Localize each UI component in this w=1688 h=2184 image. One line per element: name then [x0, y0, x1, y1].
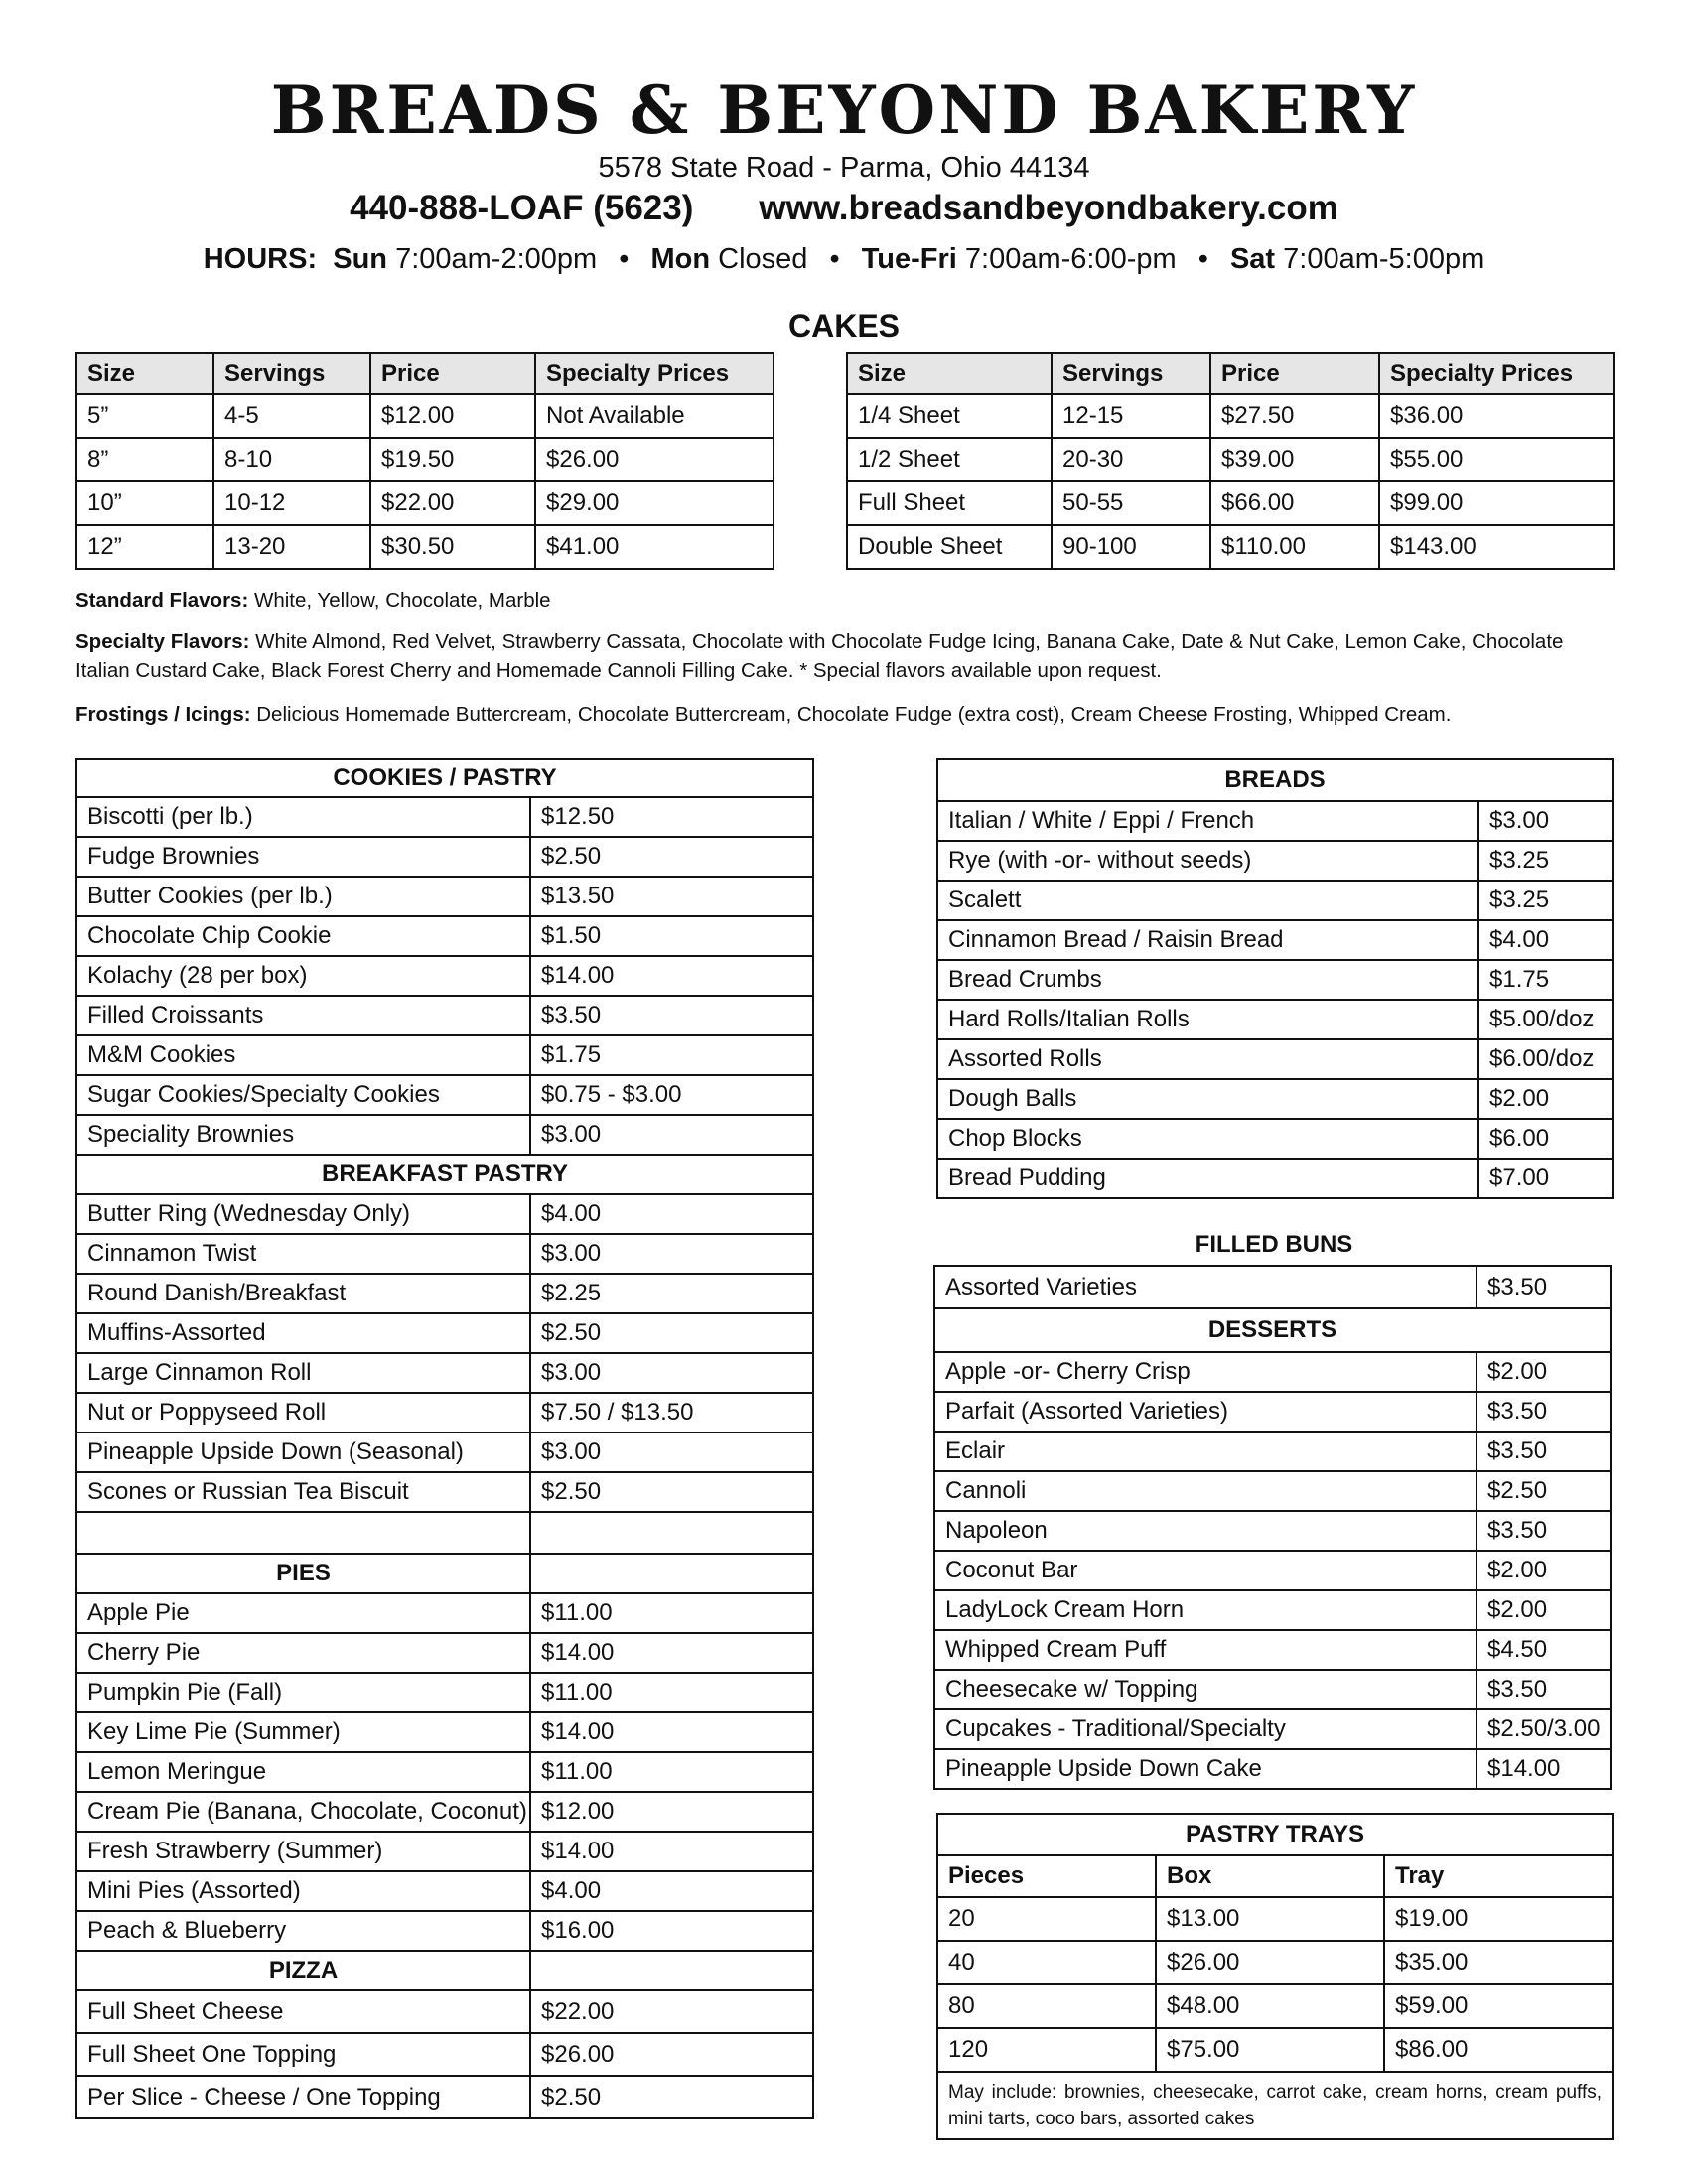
item-price: $6.00/doz — [1478, 1039, 1613, 1079]
section-heading-cookies: COOKIES / PASTRY — [76, 759, 813, 797]
table-row — [937, 1941, 1613, 1984]
table-cell: $27.50 — [1210, 394, 1379, 438]
item-name: Cheesecake w/ Topping — [934, 1670, 1477, 1709]
table-cell: 90-100 — [1052, 525, 1210, 569]
table-cell: $41.00 — [535, 525, 774, 569]
hours-tuefri-time: 7:00am-6:00-pm — [964, 243, 1177, 275]
table-row — [76, 2033, 813, 2076]
table-cell: 12-15 — [1052, 394, 1210, 438]
item-name: 40 — [937, 1941, 1156, 1984]
item-name: 120 — [937, 2028, 1156, 2072]
table-cell: $26.00 — [535, 438, 774, 481]
item-price: $4.00 — [530, 1871, 813, 1911]
table-cell: $55.00 — [1379, 438, 1614, 481]
item-name: Filled Croissants — [76, 996, 530, 1035]
col-header: Servings — [213, 353, 370, 394]
item-price: $2.00 — [1478, 1079, 1613, 1119]
hours-label: HOURS: — [203, 243, 318, 275]
item-name: Butter Cookies (per lb.) — [76, 877, 530, 916]
item-price: $2.00 — [1477, 1590, 1611, 1630]
left-menu-table — [75, 758, 814, 2119]
item-price: $12.00 — [530, 1792, 813, 1832]
table-cell: $59.00 — [1384, 1984, 1613, 2028]
item-price: $3.50 — [1477, 1432, 1611, 1471]
frostings-label: Frostings / Icings: — [75, 703, 251, 726]
table-row — [934, 1630, 1611, 1670]
item-name: Full Sheet One Topping — [76, 2033, 530, 2076]
table-row — [937, 2028, 1613, 2072]
section-heading-pies: PIES — [76, 1554, 530, 1593]
item-name: 1/2 Sheet — [847, 438, 1052, 481]
table-cell: $26.00 — [1156, 1941, 1384, 1984]
table-cell: $36.00 — [1379, 394, 1614, 438]
table-row — [76, 1353, 813, 1393]
pastry-trays-table — [936, 1813, 1614, 2140]
table-row — [937, 1984, 1613, 2028]
item-name: Pumpkin Pie (Fall) — [76, 1673, 530, 1712]
item-price: $12.50 — [530, 797, 813, 837]
item-name: Cupcakes - Traditional/Specialty — [934, 1709, 1477, 1749]
item-name: 1/4 Sheet — [847, 394, 1052, 438]
item-name: Chocolate Chip Cookie — [76, 916, 530, 956]
table-row — [76, 956, 813, 996]
frostings-text: Delicious Homemade Buttercream, Chocolate Buttercream, Chocolate Fudge (extra cost), Cream Cheese Frosting, Whipped Cream. — [256, 703, 1452, 726]
separator-dot: • — [1197, 243, 1208, 275]
item-name: Round Danish/Breakfast — [76, 1274, 530, 1313]
item-name: Bread Pudding — [937, 1159, 1478, 1198]
item-name: Pineapple Upside Down Cake — [934, 1749, 1477, 1789]
table-row — [76, 1990, 813, 2033]
item-price: $3.50 — [1477, 1670, 1611, 1709]
item-name: 10” — [76, 481, 213, 525]
table-row — [847, 481, 1614, 525]
buns-desserts-table — [933, 1265, 1612, 1790]
item-price: $2.50 — [1477, 1471, 1611, 1511]
item-price: $4.00 — [1478, 920, 1613, 960]
table-row — [934, 1511, 1611, 1551]
table-row — [934, 1432, 1611, 1471]
item-name: 8” — [76, 438, 213, 481]
table-row — [937, 841, 1613, 881]
item-name: Butter Ring (Wednesday Only) — [76, 1194, 530, 1234]
item-price: $1.75 — [1478, 960, 1613, 1000]
item-name: Key Lime Pie (Summer) — [76, 1712, 530, 1752]
address: 5578 State Road - Parma, Ohio 44134 — [598, 152, 1090, 184]
table-row — [847, 438, 1614, 481]
separator-dot: • — [619, 243, 630, 275]
specialty-flavors-text: White Almond, Red Velvet, Strawberry Cassata, Chocolate with Chocolate Fudge Icing, Banana Cake, Date & Nut Cake, Lemon Cake, Chocolate Italian Custard Cake, Black Forest Cherry and Homemade Cannoli Filling Cake. * Special flavors available upon request. — [75, 630, 1564, 682]
item-price: $14.00 — [530, 1633, 813, 1673]
item-price: $3.00 — [530, 1353, 813, 1393]
col-header: Specialty Prices — [1379, 353, 1614, 394]
table-row — [934, 1471, 1611, 1511]
section-heading-breads: BREADS — [937, 759, 1613, 801]
item-name: Scones or Russian Tea Biscuit — [76, 1472, 530, 1512]
table-cell: $30.50 — [370, 525, 535, 569]
table-cell: $48.00 — [1156, 1984, 1384, 2028]
table-cell: 50-55 — [1052, 481, 1210, 525]
table-row — [76, 1393, 813, 1433]
item-name: 20 — [937, 1897, 1156, 1941]
item-name: LadyLock Cream Horn — [934, 1590, 1477, 1630]
item-price: $11.00 — [530, 1673, 813, 1712]
hours-sat-day: Sat — [1229, 243, 1276, 275]
table-row — [76, 1313, 813, 1353]
table-row — [76, 1234, 813, 1274]
item-name: Cherry Pie — [76, 1633, 530, 1673]
item-name: Cream Pie (Banana, Chocolate, Coconut) — [76, 1792, 530, 1832]
table-cell: 13-20 — [213, 525, 370, 569]
hours-sun-time: 7:00am-2:00pm — [395, 243, 598, 275]
hours-sat-time: 7:00am-5:00pm — [1283, 243, 1485, 275]
table-cell: 4-5 — [213, 394, 370, 438]
item-name: Parfait (Assorted Varieties) — [934, 1392, 1477, 1432]
item-price: $13.50 — [530, 877, 813, 916]
item-price: $2.25 — [530, 1274, 813, 1313]
item-name: Whipped Cream Puff — [934, 1630, 1477, 1670]
table-row — [76, 1433, 813, 1472]
separator-dot: • — [829, 243, 840, 275]
table-row — [937, 1159, 1613, 1198]
item-price: $2.00 — [1477, 1352, 1611, 1392]
table-row — [934, 1749, 1611, 1789]
table-row — [937, 1039, 1613, 1079]
table-row — [76, 1194, 813, 1234]
table-cell: $13.00 — [1156, 1897, 1384, 1941]
item-price: $3.00 — [530, 1433, 813, 1472]
item-name: Pineapple Upside Down (Seasonal) — [76, 1433, 530, 1472]
frostings — [75, 700, 1585, 729]
item-price: $3.00 — [530, 1115, 813, 1155]
item-name: Speciality Brownies — [76, 1115, 530, 1155]
table-row — [937, 881, 1613, 920]
table-cell: Not Available — [535, 394, 774, 438]
item-price: $22.00 — [530, 1990, 813, 2033]
item-price: $16.00 — [530, 1911, 813, 1951]
table-row — [76, 1911, 813, 1951]
item-name: 5” — [76, 394, 213, 438]
item-price: $4.50 — [1477, 1630, 1611, 1670]
empty-cell — [530, 1554, 813, 1593]
item-price: $3.50 — [1477, 1266, 1611, 1308]
item-name: Italian / White / Eppi / French — [937, 801, 1478, 841]
table-cell: 8-10 — [213, 438, 370, 481]
item-name: Assorted Rolls — [937, 1039, 1478, 1079]
item-price: $2.50 — [530, 2076, 813, 2118]
item-name: Mini Pies (Assorted) — [76, 1871, 530, 1911]
table-row — [934, 1709, 1611, 1749]
empty-cell — [76, 1512, 530, 1554]
hours-line — [0, 243, 1688, 276]
item-price: $11.00 — [530, 1593, 813, 1633]
item-price: $14.00 — [530, 1832, 813, 1871]
table-row — [76, 1792, 813, 1832]
col-header: Box — [1156, 1855, 1384, 1897]
item-name: 80 — [937, 1984, 1156, 2028]
table-row — [934, 1352, 1611, 1392]
table-row — [937, 801, 1613, 841]
item-name: Cinnamon Bread / Raisin Bread — [937, 920, 1478, 960]
item-name: Sugar Cookies/Specialty Cookies — [76, 1075, 530, 1115]
table-cell: $22.00 — [370, 481, 535, 525]
item-name: Dough Balls — [937, 1079, 1478, 1119]
item-name: Eclair — [934, 1432, 1477, 1471]
item-name: Fresh Strawberry (Summer) — [76, 1832, 530, 1871]
table-cell: 10-12 — [213, 481, 370, 525]
section-heading-breakfast: BREAKFAST PASTRY — [76, 1155, 813, 1194]
table-cell: $19.50 — [370, 438, 535, 481]
col-header: Specialty Prices — [535, 353, 774, 394]
website: www.breadsandbeyondbakery.com — [759, 189, 1338, 227]
table-row — [937, 1897, 1613, 1941]
item-price: $7.00 — [1478, 1159, 1613, 1198]
table-row — [937, 920, 1613, 960]
table-row — [76, 1115, 813, 1155]
item-price: $3.25 — [1478, 881, 1613, 920]
item-name: Coconut Bar — [934, 1551, 1477, 1590]
table-row — [76, 438, 774, 481]
table-cell: $75.00 — [1156, 2028, 1384, 2072]
table-cell: 20-30 — [1052, 438, 1210, 481]
section-heading-filled-buns: FILLED BUNS — [1195, 1231, 1353, 1258]
item-price: $4.00 — [530, 1194, 813, 1234]
table-cell: $143.00 — [1379, 525, 1614, 569]
section-heading-desserts: DESSERTS — [934, 1308, 1611, 1352]
cakes-round-table — [75, 352, 774, 570]
item-name: Double Sheet — [847, 525, 1052, 569]
contact-line — [0, 189, 1688, 228]
item-name: Full Sheet Cheese — [76, 1990, 530, 2033]
breads-table — [936, 758, 1614, 1199]
table-row — [76, 1633, 813, 1673]
item-price: $1.75 — [530, 1035, 813, 1075]
table-row — [76, 481, 774, 525]
table-cell: $39.00 — [1210, 438, 1379, 481]
cakes-heading: CAKES — [787, 308, 900, 343]
item-price: $3.50 — [530, 996, 813, 1035]
table-row — [76, 1673, 813, 1712]
table-row — [76, 1472, 813, 1512]
table-row — [934, 1670, 1611, 1709]
item-name: Cannoli — [934, 1471, 1477, 1511]
item-name: Kolachy (28 per box) — [76, 956, 530, 996]
item-name: Cinnamon Twist — [76, 1234, 530, 1274]
table-row — [937, 1119, 1613, 1159]
item-name: Napoleon — [934, 1511, 1477, 1551]
item-name: Scalett — [937, 881, 1478, 920]
item-name: Nut or Poppyseed Roll — [76, 1393, 530, 1433]
item-name: Biscotti (per lb.) — [76, 797, 530, 837]
table-row — [934, 1551, 1611, 1590]
item-price: $0.75 - $3.00 — [530, 1075, 813, 1115]
table-cell: $99.00 — [1379, 481, 1614, 525]
item-name: Lemon Meringue — [76, 1752, 530, 1792]
table-row — [76, 1752, 813, 1792]
table-row — [76, 797, 813, 837]
table-row — [76, 1075, 813, 1115]
item-price: $14.00 — [530, 956, 813, 996]
table-cell: $86.00 — [1384, 2028, 1613, 2072]
item-name: M&M Cookies — [76, 1035, 530, 1075]
item-name: Full Sheet — [847, 481, 1052, 525]
item-name: Muffins-Assorted — [76, 1313, 530, 1353]
item-price: $2.50/3.00 — [1477, 1709, 1611, 1749]
item-price: $5.00/doz — [1478, 1000, 1613, 1039]
table-cell: $110.00 — [1210, 525, 1379, 569]
item-name: Per Slice - Cheese / One Topping — [76, 2076, 530, 2118]
item-price: $11.00 — [530, 1752, 813, 1792]
specialty-flavors — [75, 627, 1585, 685]
col-header: Price — [370, 353, 535, 394]
cakes-sheet-table — [846, 352, 1615, 570]
hours-mon-day: Mon — [650, 243, 711, 275]
table-cell: $35.00 — [1384, 1941, 1613, 1984]
table-row — [934, 1590, 1611, 1630]
pastry-trays-note: May include: brownies, cheesecake, carrot cake, cream horns, cream puffs, mini tarts, coco bars, assorted cakes — [937, 2072, 1613, 2139]
item-price: $2.50 — [530, 1472, 813, 1512]
item-name: Peach & Blueberry — [76, 1911, 530, 1951]
item-price: $3.50 — [1477, 1392, 1611, 1432]
table-cell: $12.00 — [370, 394, 535, 438]
specialty-flavors-label: Specialty Flavors: — [75, 630, 250, 653]
table-row — [76, 916, 813, 956]
bakery-title: BREADS & BEYOND BAKERY — [270, 71, 1418, 149]
section-heading-pastry-trays: PASTRY TRAYS — [937, 1814, 1613, 1855]
table-cell: $29.00 — [535, 481, 774, 525]
item-name: Large Cinnamon Roll — [76, 1353, 530, 1393]
table-row — [937, 1079, 1613, 1119]
table-cell: $19.00 — [1384, 1897, 1613, 1941]
col-header: Servings — [1052, 353, 1210, 394]
empty-cell — [530, 1512, 813, 1554]
col-header: Price — [1210, 353, 1379, 394]
item-price: $3.00 — [530, 1234, 813, 1274]
table-row — [76, 877, 813, 916]
table-row — [76, 1035, 813, 1075]
item-price: $26.00 — [530, 2033, 813, 2076]
item-price: $14.00 — [1477, 1749, 1611, 1789]
col-header: Size — [76, 353, 213, 394]
table-row — [76, 996, 813, 1035]
table-row — [847, 394, 1614, 438]
table-row — [937, 1000, 1613, 1039]
table-row — [76, 1712, 813, 1752]
table-row — [934, 1392, 1611, 1432]
item-price: $14.00 — [530, 1712, 813, 1752]
table-row — [847, 525, 1614, 569]
standard-flavors — [75, 586, 1585, 614]
col-header: Tray — [1384, 1855, 1613, 1897]
item-price: $3.00 — [1478, 801, 1613, 841]
item-name: Apple Pie — [76, 1593, 530, 1633]
item-name: Chop Blocks — [937, 1119, 1478, 1159]
col-header: Pieces — [937, 1855, 1156, 1897]
table-row — [76, 1871, 813, 1911]
table-row — [76, 2076, 813, 2118]
standard-flavors-text: White, Yellow, Chocolate, Marble — [254, 589, 551, 612]
col-header: Size — [847, 353, 1052, 394]
hours-mon-time: Closed — [718, 243, 808, 275]
table-row — [76, 394, 774, 438]
empty-cell — [530, 1951, 813, 1990]
table-row — [76, 1593, 813, 1633]
item-name: Hard Rolls/Italian Rolls — [937, 1000, 1478, 1039]
item-name: Bread Crumbs — [937, 960, 1478, 1000]
table-row — [76, 837, 813, 877]
item-name: Assorted Varieties — [934, 1266, 1477, 1308]
table-cell: $66.00 — [1210, 481, 1379, 525]
hours-tuefri-day: Tue-Fri — [861, 243, 957, 275]
table-row — [76, 1832, 813, 1871]
table-row — [76, 525, 774, 569]
item-price: $3.50 — [1477, 1511, 1611, 1551]
section-heading-pizza: PIZZA — [76, 1951, 530, 1990]
item-name: Rye (with -or- without seeds) — [937, 841, 1478, 881]
item-name: Fudge Brownies — [76, 837, 530, 877]
item-price: $2.50 — [530, 837, 813, 877]
table-row — [934, 1266, 1611, 1308]
table-row — [76, 1274, 813, 1313]
item-price: $2.00 — [1477, 1551, 1611, 1590]
item-name: Apple -or- Cherry Crisp — [934, 1352, 1477, 1392]
item-price: $7.50 / $13.50 — [530, 1393, 813, 1433]
table-row — [937, 960, 1613, 1000]
item-name: 12” — [76, 525, 213, 569]
standard-flavors-label: Standard Flavors: — [75, 589, 249, 612]
phone-number: 440-888-LOAF (5623) — [350, 189, 694, 227]
item-price: $2.50 — [530, 1313, 813, 1353]
hours-sun-day: Sun — [333, 243, 388, 275]
item-price: $6.00 — [1478, 1119, 1613, 1159]
item-price: $1.50 — [530, 916, 813, 956]
item-price: $3.25 — [1478, 841, 1613, 881]
